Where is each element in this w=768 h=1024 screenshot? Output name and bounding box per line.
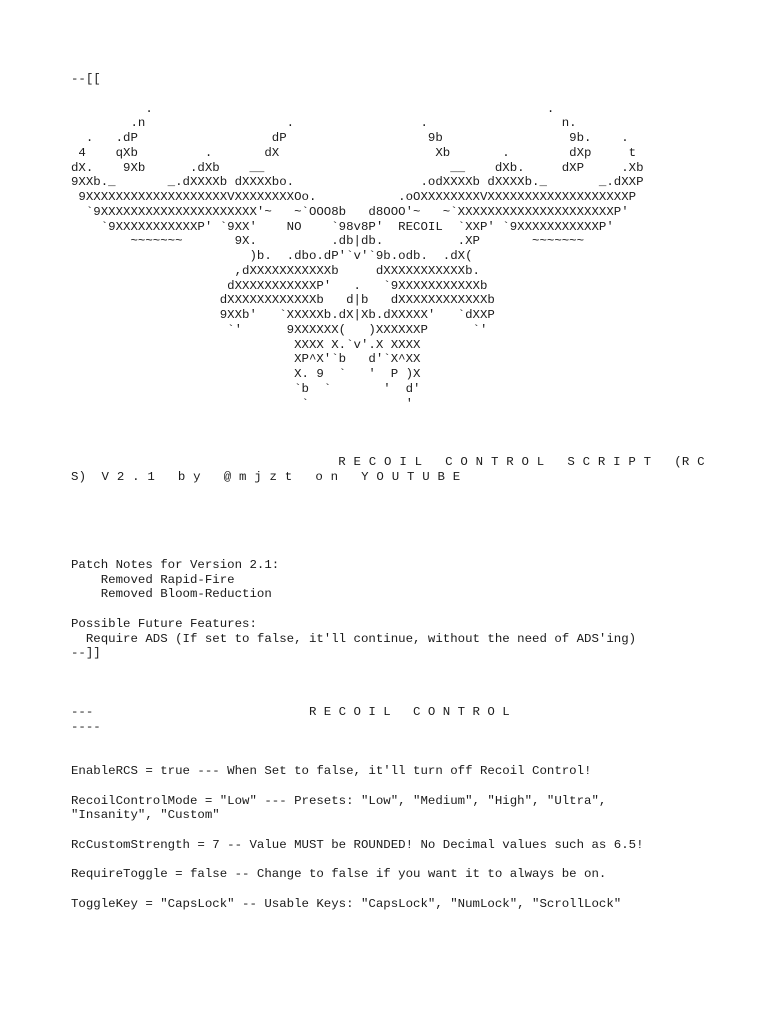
section-header-line-1: --- R E C O I L C O N T R O L xyxy=(71,705,510,719)
spacer xyxy=(71,882,711,897)
script-title-line-2: S) V 2 . 1 b y @ m j z t o n Y O U T U B E xyxy=(71,470,461,484)
setting-toggle-key: ToggleKey = "CapsLock" -- Usable Keys: "CapsLock", "NumLock", "ScrollLock" xyxy=(71,896,622,911)
future-features-heading: Possible Future Features: xyxy=(71,616,257,631)
spacer xyxy=(71,661,711,705)
open-comment: --[[ xyxy=(71,72,101,86)
spacer xyxy=(71,735,711,765)
ascii-art-logo: . . .n . . n. . .dP dP 9b 9b. . 4 qXb . dX Xb . dXp t dX. 9Xb .dXb __ __ dXb. dXP .Xb 9XXb._ _.dXXXXb dXXXXbo. .odXXXXb dXXXXb._ _.dXXP 9XXXXXXXXXXXXXXXXXXXVXXXXXXXXOo. .oOXXXXXXXXVXXXXXXXXXXXXXXXXXXXP `9XXXXXXXXXXXXXXXXXXXXX'~ ~`OOO8b d8OOO'~ ~`XXXXXXXXXXXXXXXXXXXXXP' `9XXXXXXXXXXXP' `9XX' NO `98v8P' RECOIL `XXP' `9XXXXXXXXXXXP' ~~~~~~~ 9X. .db|db. .XP ~~~~~~~ )b. .dbo.dP'`v'`9b.odb. .dX( ,dXXXXXXXXXXXb dXXXXXXXXXXXb. dXXXXXXXXXXXP' . `9XXXXXXXXXXXb dXXXXXXXXXXXXb d|b dXXXXXXXXXXXXb 9XXb' `XXXXXb.dX|Xb.dXXXXX' `dXXP `' 9XXXXXX( )XXXXXXP `' XXXX X.`v'.X XXXX XP^X'`b d'`X^XX X. 9 ` ' P )X `b ` ' d' ` ' xyxy=(71,101,644,411)
close-comment: --]] xyxy=(71,646,101,661)
spacer xyxy=(71,411,711,455)
spacer xyxy=(71,779,711,794)
spacer xyxy=(71,602,711,617)
spacer xyxy=(71,485,711,558)
patch-note-item: Removed Rapid-Fire xyxy=(71,572,235,587)
script-document xyxy=(71,72,711,912)
script-title-line-1: R E C O I L C O N T R O L S C R I P T (R C xyxy=(71,455,705,470)
setting-require-toggle: RequireToggle = false -- Change to false if you want it to always be on. xyxy=(71,867,607,882)
setting-rc-custom-strength: RcCustomStrength = 7 -- Value MUST be ROUNDED! No Decimal values such as 6.5! xyxy=(71,837,644,852)
setting-enable-rcs: EnableRCS = true --- When Set to false, it'll turn off Recoil Control! xyxy=(71,764,592,778)
patch-note-item: Removed Bloom-Reduction xyxy=(71,587,272,602)
spacer xyxy=(71,823,711,838)
future-feature-item: Require ADS (If set to false, it'll continue, without the need of ADS'ing) xyxy=(71,631,637,646)
setting-recoil-control-mode: RecoilControlMode = "Low" --- Presets: "Low", "Medium", "High", "Ultra", "Insanity", "Custom" xyxy=(71,793,607,823)
section-header-line-2: ---- xyxy=(71,719,101,734)
patch-notes-heading: Patch Notes for Version 2.1: xyxy=(71,557,280,572)
spacer xyxy=(71,853,711,868)
